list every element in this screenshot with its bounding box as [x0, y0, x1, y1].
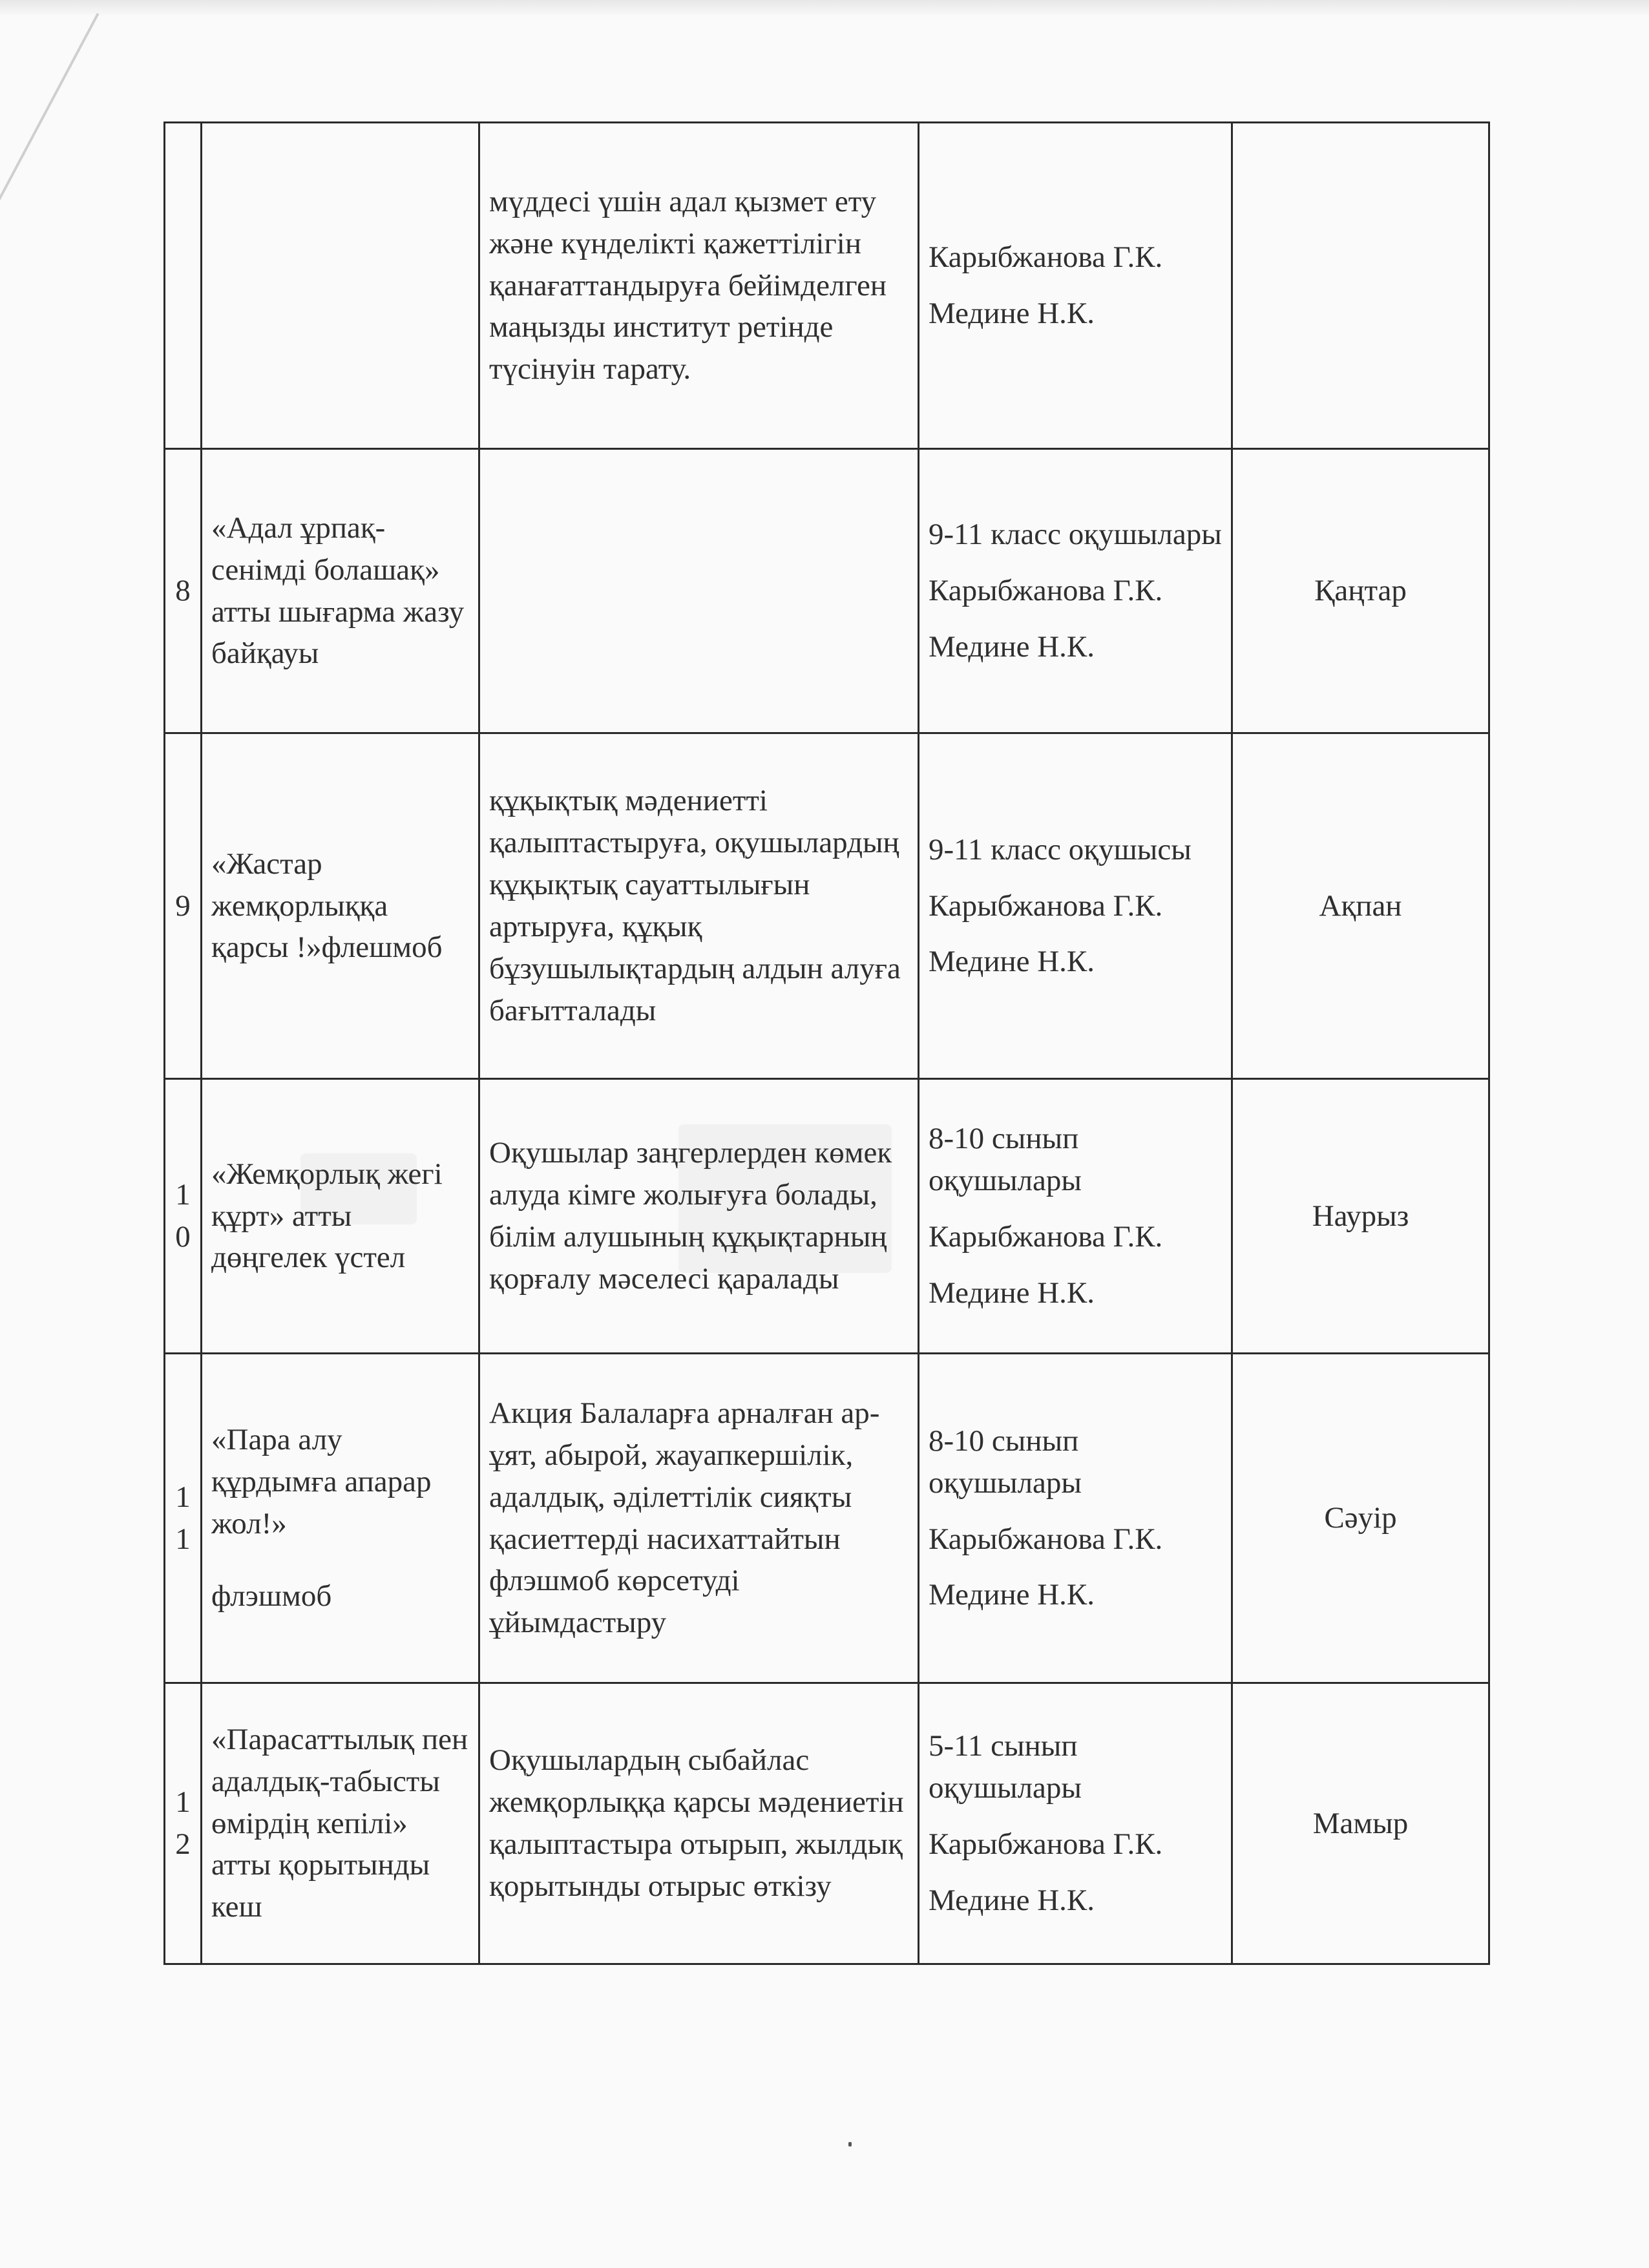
month-cell: Мамыр [1232, 1683, 1489, 1964]
row-number-cell: 12 [165, 1683, 202, 1964]
table-row [165, 1079, 1489, 1354]
event-name-text: «Жастар жемқорлыққа қарсы !»флешмоб [211, 846, 443, 965]
month-cell: Қаңтар [1232, 449, 1489, 733]
scan-speck [848, 2142, 852, 2147]
goal-cell: құқықтық мәдениетті қалыптастыруға, оқушылардың құқықтық сауаттылығын артыруға, құқық бұзушылықтардың алдын алуға бағытталады [479, 733, 919, 1079]
responsible-text: Карыбжанова Г.К. [929, 1220, 1163, 1254]
table-row [165, 123, 1489, 449]
event-name-text: «Парасаттылық пен адалдық-табысты өмірдің кепілі» атты қорытынды кеш [211, 1722, 468, 1924]
month-cell [1232, 123, 1489, 449]
event-name-cell [202, 1079, 479, 1354]
goal-cell: Оқушылардың сыбайлас жемқорлыққа қарсы мәдениетін қалыптастыра отырып, жылдық қорытынды отырыс өткізу [479, 1683, 919, 1964]
event-name-cell [202, 1683, 479, 1964]
event-name-cell [202, 733, 479, 1079]
responsible-text: 9-11 класс оқушысы [929, 832, 1192, 866]
event-name-cell [202, 1354, 479, 1683]
event-name-text: флэшмоб [211, 1579, 332, 1613]
scan-shadow [0, 0, 1649, 17]
responsible-text: Карыбжанова Г.К. [929, 888, 1163, 923]
table-row [165, 733, 1489, 1079]
goal-cell: мүддесі үшін адал қызмет ету және күнделікті қажеттілігін қанағаттандыруға бейімделген маңызды институт ретінде түсінуін тарату. [479, 123, 919, 449]
plan-table [163, 121, 1490, 1965]
goal-cell [479, 449, 919, 733]
responsible-text: 8-10 сынып оқушылары [929, 1423, 1082, 1500]
responsible-text: Медине Н.К. [929, 1883, 1095, 1917]
responsible-cell [919, 733, 1232, 1079]
event-name-text: «Пара алу құрдымға апарар жол!» [211, 1422, 432, 1540]
scan-artifact-line [0, 13, 100, 236]
table-row [165, 1683, 1489, 1964]
event-name-text: «Адал ұрпақ-сенімді болашақ» атты шығарма жазу байқауы [211, 510, 465, 671]
row-number-cell: 9 [165, 733, 202, 1079]
table-row [165, 449, 1489, 733]
responsible-text: 8-10 сынып оқушылары [929, 1122, 1082, 1198]
month-cell: Наурыз [1232, 1079, 1489, 1354]
row-number-cell: 11 [165, 1354, 202, 1683]
goal-cell: Акция Балаларға арналған ар-ұят, абырой, жауапкершілік, адалдық, әділеттілік сияқты қасиеттерді насихаттайтын флэшмоб көрсетуді ұйымдастыру [479, 1354, 919, 1683]
row-number-cell [165, 123, 202, 449]
responsible-text: Медине Н.К. [929, 1578, 1095, 1612]
event-name-cell [202, 123, 479, 449]
responsible-text: Медине Н.К. [929, 945, 1095, 979]
row-number-cell: 10 [165, 1079, 202, 1354]
event-name-cell [202, 449, 479, 733]
responsible-cell [919, 123, 1232, 449]
responsible-cell [919, 1354, 1232, 1683]
goal-cell: Оқушылар заңгерлерден көмек алуда кімге жолығуға болады, білім алушының құқықтарның қорғалу мәселесі қаралады [479, 1079, 919, 1354]
month-cell: Ақпан [1232, 733, 1489, 1079]
responsible-cell [919, 1079, 1232, 1354]
responsible-cell [919, 1683, 1232, 1964]
responsible-text: 5-11 сынып оқушылары [929, 1729, 1082, 1805]
row-number-cell: 8 [165, 449, 202, 733]
responsible-text: Медине Н.К. [929, 297, 1095, 330]
responsible-text: 9-11 класс оқушылары [929, 518, 1222, 552]
responsible-text: Медине Н.К. [929, 1276, 1095, 1310]
responsible-cell [919, 449, 1232, 733]
responsible-text: Карыбжанова Г.К. [929, 240, 1163, 275]
month-cell: Сәуір [1232, 1354, 1489, 1683]
responsible-text: Карыбжанова Г.К. [929, 1522, 1163, 1556]
responsible-text: Карыбжанова Г.К. [929, 1827, 1163, 1861]
responsible-text: Карыбжанова Г.К. [929, 574, 1163, 608]
event-name-text: «Жемқорлық жегі құрт» атты дөңгелек үстел [211, 1157, 443, 1275]
table-row [165, 1354, 1489, 1683]
responsible-text: Медине Н.К. [929, 629, 1095, 664]
